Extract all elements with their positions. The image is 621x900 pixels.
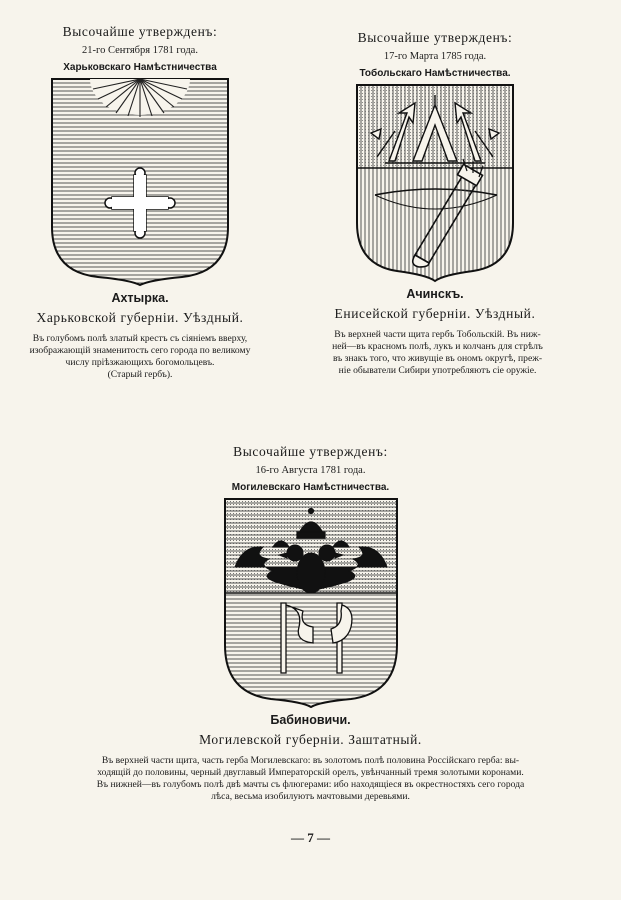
- town-name: Бабиновичи.: [270, 713, 351, 727]
- approval-date: 16-го Августа 1781 года.: [255, 465, 366, 476]
- description: [63, 755, 558, 803]
- approval-heading: Высочайше утвержденъ:: [233, 444, 388, 459]
- coat-of-arms-achinsk: [355, 83, 515, 283]
- coat-of-arms-akhtyrka: [50, 77, 230, 287]
- description-line: Въ голубомъ полѣ златый крестъ съ сіяніемъ вверху,: [32, 333, 248, 344]
- approval-heading: Высочайше утвержденъ:: [357, 30, 513, 45]
- description-line: лѣса, весьма изобилуютъ мачтовыми деревьями.: [211, 791, 410, 802]
- coat-of-arms-babinovichi: [223, 497, 399, 709]
- entry-akhtyrka: [30, 24, 250, 381]
- entry-achinsk: [320, 30, 550, 377]
- approval-date: 21-го Сентября 1781 года.: [82, 45, 198, 56]
- town-name: Ахтырка.: [111, 291, 169, 305]
- approval-date: 17-го Марта 1785 года.: [383, 51, 487, 62]
- description: [305, 329, 570, 377]
- description-line: ніе обыватели Сибири употребляютъ сіе оружіе.: [338, 365, 537, 376]
- description-line: (Старый гербъ).: [107, 369, 173, 380]
- town-name: Ачинскъ.: [406, 287, 464, 301]
- governorate-line: Енисейской губерніи. Уѣздный.: [334, 306, 536, 321]
- approval-heading: Высочайше утвержденъ:: [62, 24, 218, 39]
- page-number: — 7 —: [291, 830, 330, 845]
- description: [15, 333, 265, 381]
- vicegerency-title: Тобольскаго Намѣстничества.: [359, 68, 511, 79]
- description-line: ходящій до половины, черный двуглавый Императорскій орелъ, увѣнчанный тремя золотыми коронами.: [97, 767, 524, 778]
- entry-babinovichi: [40, 444, 581, 803]
- description-line: изображающій знаменитость сего города по великому: [29, 345, 251, 356]
- description-line: числу пріѣзжающихъ богомольцевъ.: [65, 357, 215, 368]
- governorate-line: Могилевской губерніи. Заштатный.: [199, 732, 422, 747]
- description-line: Въ нижней—въ голубомъ полѣ двѣ мачты съ флюгерами: ибо находящіеся въ окрестностяхъ сего города: [96, 779, 525, 790]
- description-line: ней—въ красномъ полѣ, лукъ и колчанъ для стрѣлъ: [332, 341, 543, 352]
- description-line: Въ верхней части щита, часть герба Могилевскаго: въ золотомъ полѣ половина Россійскаго герба: вы-: [101, 755, 520, 766]
- description-line: Въ верхней части щита гербъ Тобольскій. Въ ниж-: [334, 329, 541, 340]
- vicegerency-title: Могилевскаго Намѣстничества.: [231, 482, 390, 493]
- description-line: въ знакъ того, что живущіе въ ономъ округѣ, преж-: [332, 353, 543, 364]
- governorate-line: Харьковской губерніи. Уѣздный.: [36, 310, 244, 325]
- vicegerency-title: Харьковскаго Намѣстничества: [63, 62, 217, 73]
